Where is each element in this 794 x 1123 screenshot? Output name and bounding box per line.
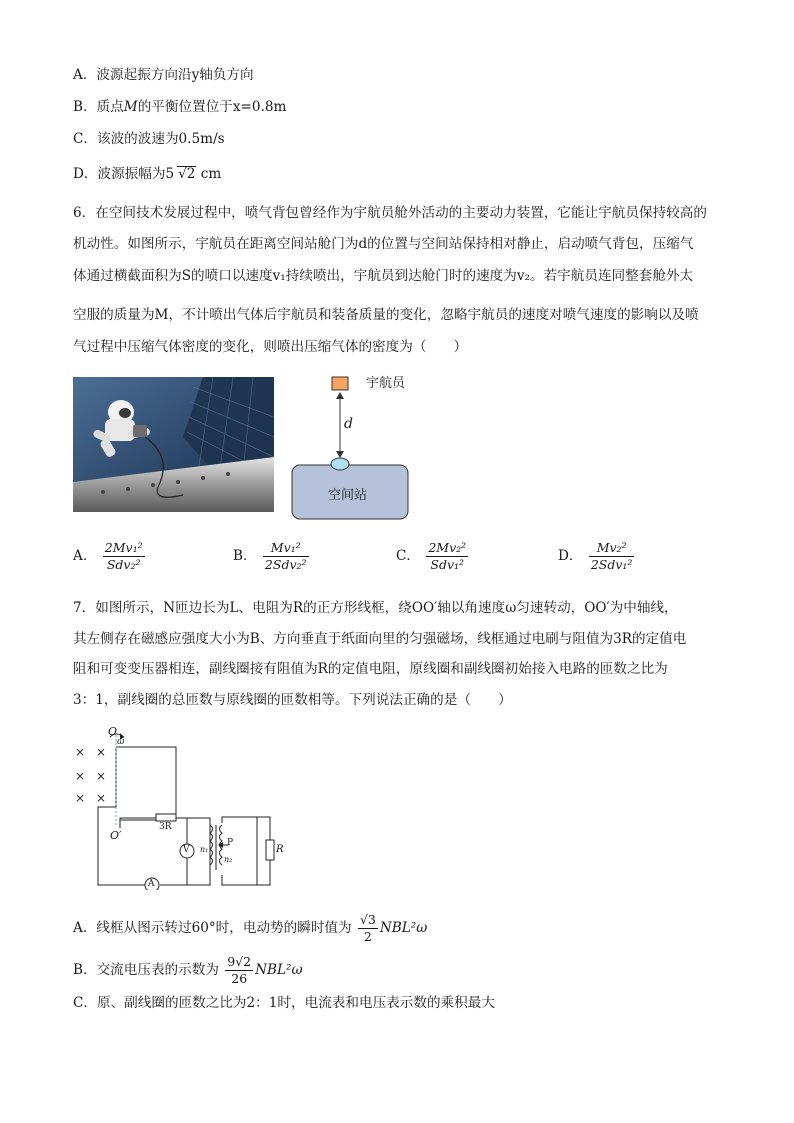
q6-schematic [290, 372, 420, 522]
distance-label: d [344, 416, 353, 432]
q7-option-a [73, 912, 427, 945]
q6-option-c [396, 540, 470, 573]
q7-option-a-den: 2 [363, 929, 372, 944]
q5-option-d [73, 164, 221, 184]
field-mark-1: × [75, 745, 86, 759]
astronaut-photo [73, 377, 274, 512]
q5-option-d-unit: cm [200, 166, 222, 182]
q5-option-d-root: 2 [186, 166, 196, 182]
voltmeter-label: V [183, 845, 190, 855]
q6-option-d-num: Mv₂² [589, 540, 635, 557]
field-mark-5: × [75, 791, 86, 805]
q5-option-b-suffix: 的平衡位置位于x=0.8m [137, 99, 287, 115]
q6-stem-line4: 空服的质量为M，不计喷出气体后宇航员和装备质量的变化，忽略宇航员的速度对喷气速度的影响以及喷 [73, 307, 699, 323]
q7-stem-line4: 3：1，副线圈的总匝数与原线圈的匝数相等。下列说法正确的是（ ） [73, 692, 512, 708]
q7-option-a-frac [358, 912, 378, 945]
q6-stem-line3: 体通过横截面积为S的喷口以速度v₁持续喷出，宇航员到达舱门时的速度为v₂。若宇航员连同整套舱外太 [73, 268, 694, 284]
o-prime-label: O′ [110, 829, 122, 842]
q5-option-a: A．波源起振方向沿y轴负方向 [73, 67, 254, 83]
q7-option-b-prefix: B．交流电压表的示数为 [73, 962, 219, 978]
q6-option-b-num: Mv₁² [263, 540, 309, 557]
q7-option-b-suffix: NBL²ω [255, 962, 303, 978]
field-mark-2: × [96, 745, 107, 759]
q5-option-d-sqrt: √2 [178, 166, 196, 182]
q6-option-a [73, 540, 147, 573]
q7-stem-line1: 7．如图所示，N匝边长为L、电阻为R的正方形线框，绕OO′轴以角速度ω匀速转动，OO′为中轴线， [73, 600, 678, 616]
q7-option-b-frac [225, 954, 253, 987]
q5-option-b-var: M [123, 99, 138, 115]
q5-option-b [73, 97, 286, 117]
q5-option-b-prefix: B．质点 [73, 99, 124, 115]
astronaut-label: 宇航员 [366, 376, 406, 391]
q7-stem-line3: 阻和可变变压器相连，副线圈接有阻值为R的定值电阻，原线圈和副线圈初始接入电路的匝数之比为 [73, 661, 668, 677]
q7-option-b-num: 9√2 [227, 954, 252, 969]
q7-stem-line2: 其左侧存在磁感应强度大小为B、方向垂直于纸面向里的匀强磁场，线框通过电刷与阻值为3R的定值电 [73, 631, 687, 647]
q6-option-b-frac [263, 540, 309, 573]
q6-option-b-label: B． [233, 548, 257, 564]
field-mark-4: × [96, 769, 107, 783]
q6-option-a-den: Sdv₂² [106, 557, 141, 572]
q6-option-c-label: C． [396, 548, 420, 564]
q5-option-d-coef: 5 [165, 166, 175, 182]
q6-option-b-den: 2Sdv₂² [264, 557, 307, 572]
p-label: P [227, 838, 234, 848]
q6-option-c-den: Sdv₁² [430, 557, 465, 572]
r3-label: 3R [159, 822, 172, 832]
q5-option-c: C．该波的波速为0.5m/s [73, 131, 225, 147]
q7-option-a-num: √3 [359, 912, 376, 927]
q6-stem-line1: 6．在空间技术发展过程中，喷气背包曾经作为宇航员舱外活动的主要动力装置，它能让宇航员保持较高的 [73, 205, 707, 221]
q6-option-a-label: A． [73, 548, 97, 564]
q7-option-a-prefix: A．线框从图示转过60°时，电动势的瞬时值为 [73, 920, 352, 936]
field-mark-6: × [96, 791, 107, 805]
q6-option-b [233, 540, 311, 573]
q6-option-d-label: D． [558, 548, 583, 564]
field-mark-3: × [75, 769, 86, 783]
q7-option-b-den: 26 [231, 971, 248, 986]
q6-option-a-frac [103, 540, 145, 573]
q7-option-a-suffix: NBL²ω [379, 920, 428, 936]
q7-option-c: C．原、副线圈的匝数之比为2：1时，电流表和电压表示数的乘积最大 [73, 995, 495, 1011]
q6-stem-line5: 气过程中压缩气体密度的变化，则喷出压缩气体的密度为（ ） [73, 339, 468, 355]
omega-label: ω [117, 737, 125, 747]
q6-stem-line2: 机动性。如图所示，宇航员在距离空间站舱门为d的位置与空间站保持相对静止，启动喷气背包，压缩气 [73, 236, 694, 252]
q6-option-c-num: 2Mv₂² [428, 540, 467, 555]
q6-option-d [558, 540, 636, 573]
o-label: O [108, 725, 118, 738]
r-label: R [276, 844, 284, 855]
q5-option-d-prefix: D．波源振幅为 [73, 166, 166, 182]
n2-label: n₂ [224, 855, 233, 864]
q6-option-d-frac [589, 540, 635, 573]
station-label: 空间站 [328, 488, 368, 503]
q6-option-c-frac [426, 540, 468, 573]
q7-circuit [70, 725, 284, 890]
q7-option-b [73, 954, 303, 987]
n1-label: n₁ [200, 845, 209, 854]
ammeter-label: A [148, 879, 155, 889]
q6-option-a-num: 2Mv₁² [104, 540, 143, 555]
q6-option-d-den: 2Sdv₁² [590, 557, 633, 572]
